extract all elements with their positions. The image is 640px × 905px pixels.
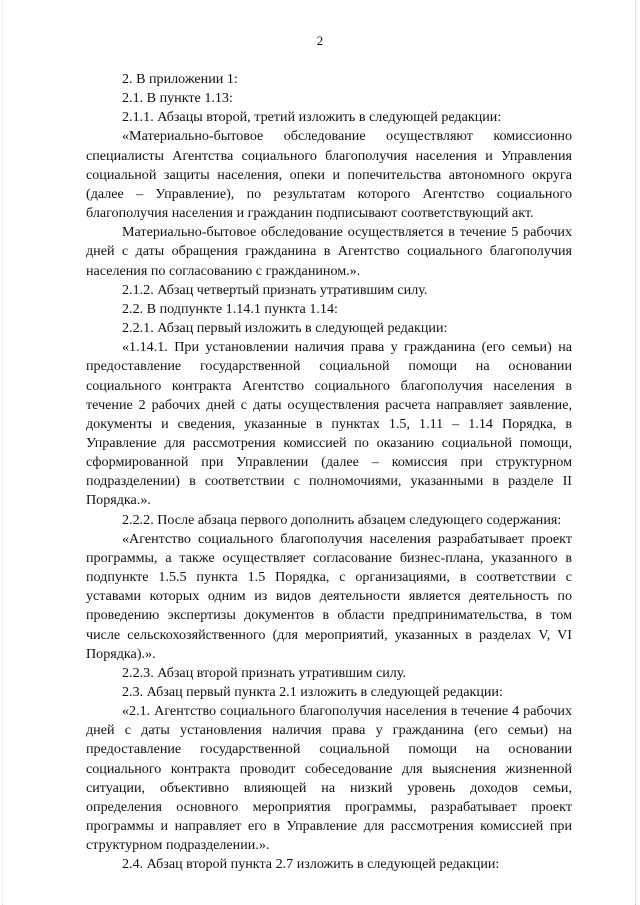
quote-agency-program: «Агентство социального благополучия населения разрабатывает проект программы, а также осуществляет согласование бизнес-плана, указанного в подпункте 1.5.5 пункта 1.5 Порядка, с организациями, в соответствии с уставами которых одним из видов деятельности является деятельность по проведению экспертизы документов в области предпринимательства, в том числе сельскохозяйственного (для мероприятий, указанных в разделах V, VI Порядка).». [86, 530, 572, 662]
paragraph-2-1: 2.1. В пункте 1.13: [122, 90, 233, 107]
paragraph-2-4: 2.4. Абзац второй пункта 2.7 изложить в следующей редакции: [122, 856, 500, 873]
scan-edge-right [634, 0, 636, 905]
scan-edge-left [2, 0, 4, 905]
paragraph-2-2: 2.2. В подпункте 1.14.1 пункта 1.14: [122, 300, 338, 317]
quote-2-1: «2.1. Агентство социального благополучия населения в течение 4 рабочих дней с даты установления наличия права у гражданина (его семьи) на предоставление государственной социальной помощи на основании социального контракта проводит собеседование для выяснения жизненной ситуации, объективно влияющей на низкий уровень доходов семьи, определения основного мероприятия программы, разрабатывает проект программы и направляет его в Управление для рассмотрения комиссией при структурном подразделении.». [86, 703, 572, 854]
paragraph-2-3: 2.3. Абзац первый пункта 2.1 изложить в следующей редакции: [122, 684, 503, 700]
paragraph-2-1-1: 2.1.1. Абзацы второй, третий изложить в следующей редакции: [122, 109, 502, 126]
quote-1-14-1: «1.14.1. При установлении наличия права у гражданина (его семьи) на предоставление государственной социальной помощи на основании социального контракта Агентство социального благополучия населения в течение 2 рабочих дней с даты осуществления расчета направляет заявление, документы и сведения, указанные в пунктах 1.5, 1.11 – 1.14 Порядка, в Управление для рассмотрения комиссией по оказанию социальной помощи, сформированной при Управлении (далее – комиссия при структурном подразделении) в соответствии с полномочиями, указанными в разделе II Порядка.». [86, 339, 572, 509]
document-body [86, 70, 572, 875]
paragraph-2-2-2: 2.2.2. После абзаца первого дополнить абзацем следующего содержания: [122, 511, 562, 528]
paragraph-2-1-2: 2.1.2. Абзац четвертый признать утратившим силу. [122, 281, 428, 298]
paragraph-2-2-1: 2.2.1. Абзац первый изложить в следующей редакции: [122, 320, 448, 337]
quote-inspection-term: Материально-бытовое обследование осуществляется в течение 5 рабочих дней с даты обращения гражданина в Агентство социального благополучия населения по согласованию с гражданином.». [86, 224, 572, 279]
paragraph-2-2-3: 2.2.3. Абзац второй признать утратившим силу. [122, 664, 406, 681]
paragraph-2: 2. В приложении 1: [122, 71, 238, 87]
page-number: 2 [316, 33, 324, 48]
quote-inspection-specialists: «Материально-бытовое обследование осуществляют комиссионно специалисты Агентства социального благополучия населения и Управления социальной защиты населения, опеки и попечительства автономного округа (далее – Управление), по результатам которого Агентство социального благополучия населения и гражданин подписывают соответствующий акт. [86, 128, 572, 222]
